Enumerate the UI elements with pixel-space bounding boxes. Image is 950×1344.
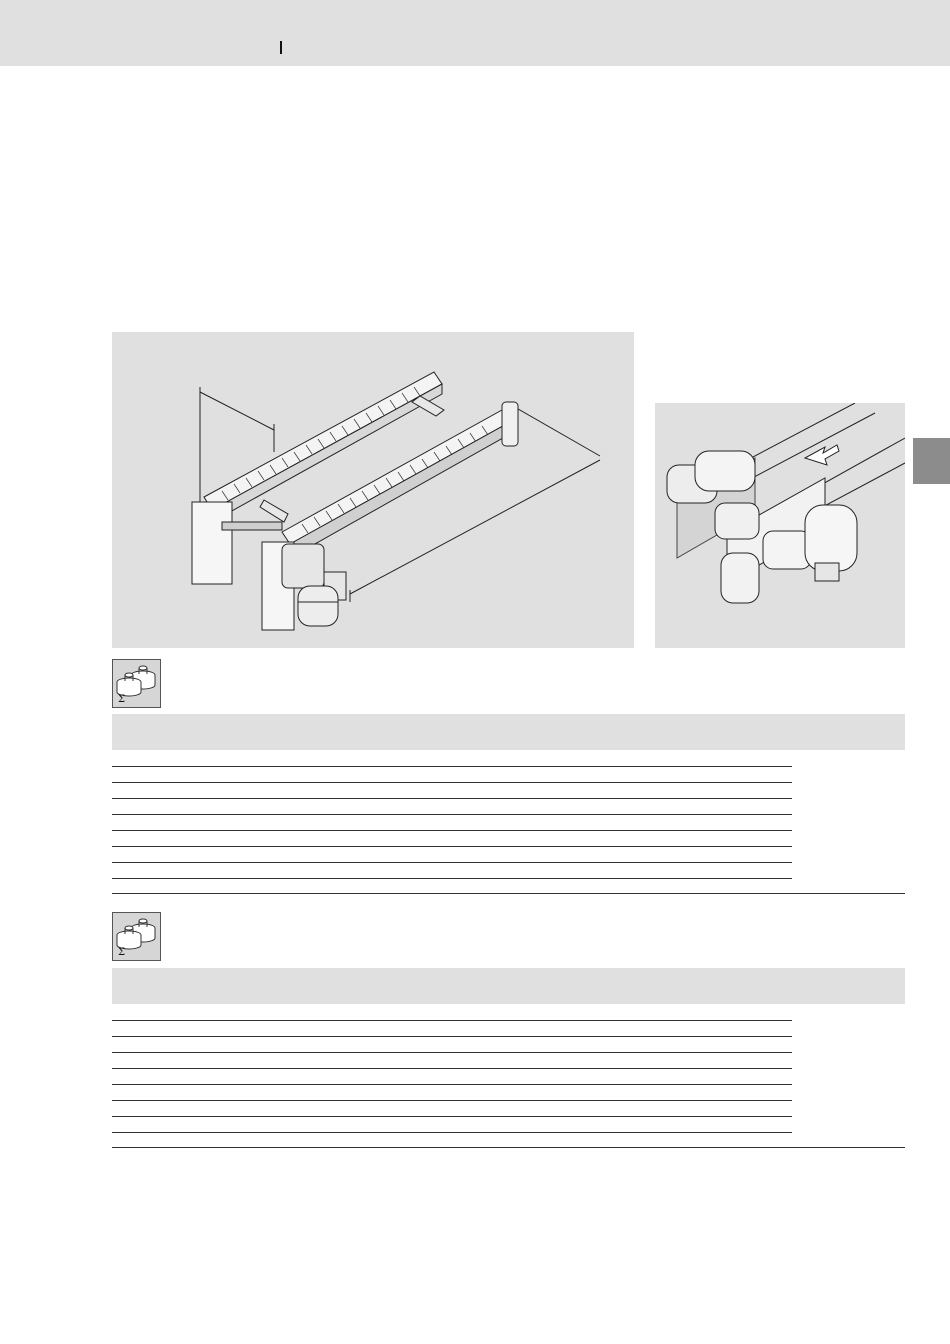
header-separator <box>280 41 282 54</box>
table-row <box>112 1020 792 1021</box>
table-1-bottom-rule <box>112 893 905 894</box>
chapter-tab <box>913 438 950 484</box>
drive-detail-figure <box>655 403 905 648</box>
table-row <box>112 830 792 831</box>
sum-symbol: Σ <box>118 694 126 705</box>
table-2-body <box>112 1004 792 1134</box>
table-1-icon <box>112 659 161 708</box>
table-row <box>112 1052 792 1053</box>
table-row <box>112 862 792 863</box>
table-row <box>112 1084 792 1085</box>
table-row <box>112 798 792 799</box>
table-row <box>112 846 792 847</box>
table-2-icon <box>112 912 161 961</box>
table-row <box>112 1100 792 1101</box>
page-header <box>0 0 950 66</box>
table-row <box>112 1068 792 1069</box>
table-2-header <box>112 968 905 1004</box>
table-row <box>112 1132 792 1133</box>
table-2-bottom-rule <box>112 1147 905 1148</box>
table-row <box>112 1036 792 1037</box>
table-1-header <box>112 714 905 750</box>
table-row <box>112 766 792 767</box>
sum-symbol: Σ <box>118 947 126 958</box>
table-row <box>112 814 792 815</box>
drive-unit-detail-drawing <box>655 403 905 648</box>
table-row <box>112 878 792 879</box>
table-row <box>112 1116 792 1117</box>
table-1-body <box>112 750 792 880</box>
conveyor-assembly-drawing <box>112 332 634 648</box>
conveyor-assembly-figure <box>112 332 634 648</box>
table-row <box>112 782 792 783</box>
